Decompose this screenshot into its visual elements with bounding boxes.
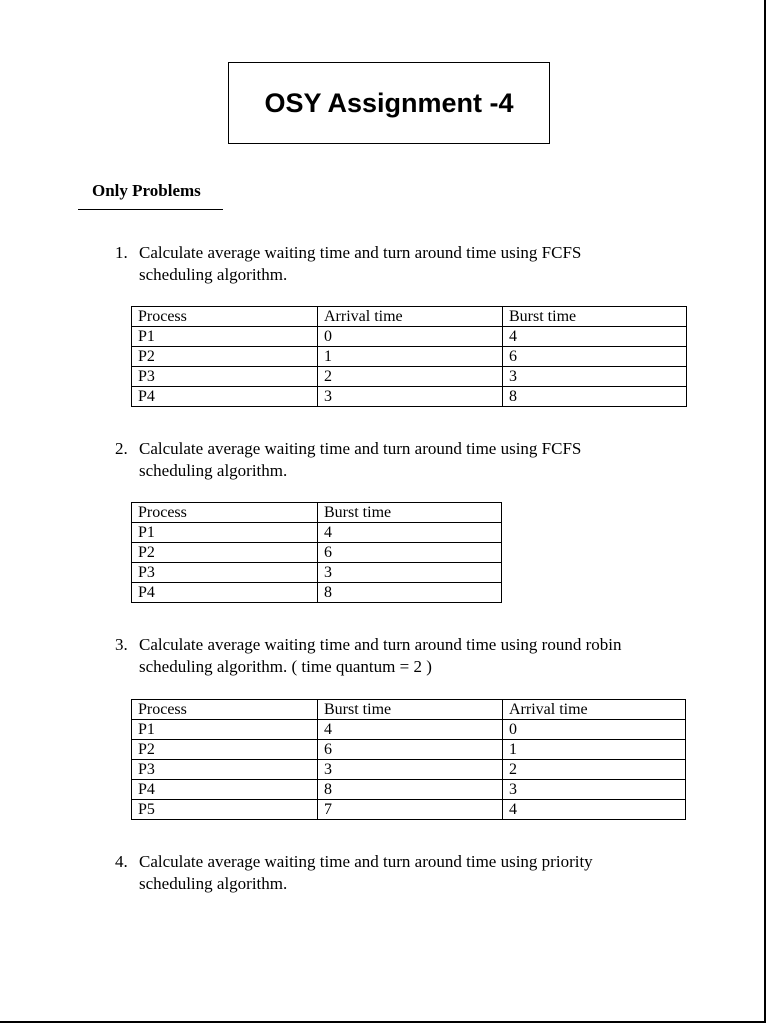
table-header-cell: Process [132,503,318,523]
problem-4 [115,851,675,895]
table-header-cell: Burst time [318,700,503,720]
table-cell: 4 [503,327,687,347]
table-cell: 3 [503,367,687,387]
table-cell: 4 [318,720,503,740]
table-header-cell: Arrival time [318,307,503,327]
table-cell: 1 [503,740,686,760]
table-row [132,523,502,543]
table-row [132,563,502,583]
table-row [132,583,502,603]
table-cell: 6 [318,740,503,760]
table-cell: 3 [318,387,503,407]
problem-text: Calculate average waiting time and turn around time using FCFS scheduling algorithm. [139,439,582,480]
table-cell: 3 [318,760,503,780]
table-cell: P5 [132,800,318,820]
problem-text: Calculate average waiting time and turn around time using round robin scheduling algorithm. ( time quantum = 2 ) [139,635,622,676]
table-row [132,720,686,740]
problem-number: 4. [115,852,128,871]
section-underline [78,209,223,210]
table-cell: P3 [132,563,318,583]
table-cell: 4 [318,523,502,543]
table-cell: 0 [318,327,503,347]
page-title: OSY Assignment -4 [264,87,514,118]
table-cell: 2 [318,367,503,387]
table-row [132,327,687,347]
problem-3-table [131,699,686,820]
table-cell: 6 [318,543,502,563]
table-cell: P1 [132,720,318,740]
problem-number: 3. [115,635,128,654]
table-row [132,543,502,563]
table-cell: 7 [318,800,503,820]
table-cell: P4 [132,387,318,407]
problem-number: 1. [115,243,128,262]
problem-3 [115,634,675,678]
table-cell: P2 [132,740,318,760]
table-cell: P3 [132,760,318,780]
table-cell: 8 [503,387,687,407]
problem-1 [115,242,675,286]
table-cell: 3 [318,563,502,583]
section-heading: Only Problems [92,181,201,200]
table-header-cell: Process [132,700,318,720]
problem-text: Calculate average waiting time and turn around time using FCFS scheduling algorithm. [139,243,582,284]
table-row [132,367,687,387]
table-row [132,740,686,760]
table-row [132,387,687,407]
problem-2-table [131,502,502,603]
table-cell: P4 [132,583,318,603]
problem-number: 2. [115,439,128,458]
table-header-cell: Process [132,307,318,327]
problem-2 [115,438,675,482]
table-cell: P4 [132,780,318,800]
table-header-cell: Arrival time [503,700,686,720]
table-header-row [132,700,686,720]
table-row [132,780,686,800]
table-cell: 3 [503,780,686,800]
table-cell: 2 [503,760,686,780]
table-row [132,347,687,367]
table-cell: P1 [132,523,318,543]
table-header-row [132,503,502,523]
table-cell: 4 [503,800,686,820]
problem-text: Calculate average waiting time and turn around time using priority scheduling algorithm. [139,852,593,893]
table-header-row [132,307,687,327]
table-cell: 1 [318,347,503,367]
table-row [132,800,686,820]
table-cell: P2 [132,347,318,367]
table-cell: 8 [318,583,502,603]
table-cell: 0 [503,720,686,740]
table-cell: P3 [132,367,318,387]
table-cell: 8 [318,780,503,800]
title-box [228,62,550,144]
table-row [132,760,686,780]
table-cell: 6 [503,347,687,367]
problem-1-table [131,306,687,407]
table-header-cell: Burst time [503,307,687,327]
table-header-cell: Burst time [318,503,502,523]
table-cell: P1 [132,327,318,347]
table-cell: P2 [132,543,318,563]
